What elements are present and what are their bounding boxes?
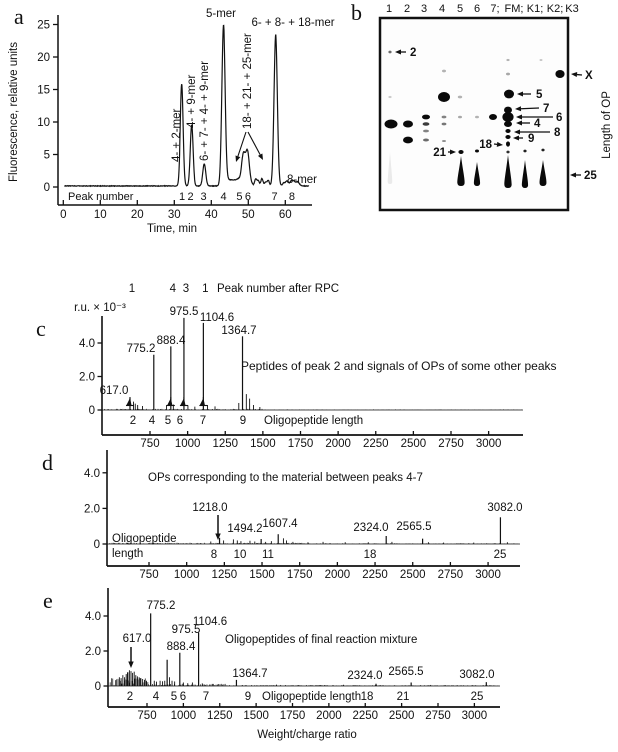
- c-peak-label: 1364.7: [221, 325, 256, 337]
- d-peak-label: 1494.2: [227, 523, 262, 535]
- c-marker-head: [200, 398, 205, 405]
- a-peak-number: 7: [272, 191, 278, 203]
- b-lane-label: FM;: [505, 3, 524, 15]
- a-peak-annotation: 4- + 2-mer: [171, 108, 183, 162]
- b-spot-label: 7: [543, 103, 549, 115]
- e-peak-label: 888.4: [167, 641, 196, 653]
- b-gel-spot: [423, 130, 429, 133]
- c-peak-label: 617.0: [100, 385, 129, 397]
- a-y-tick-label: 0: [44, 182, 50, 194]
- a-y-tick-label: 20: [37, 52, 50, 64]
- c-y-tick-label: 0: [89, 405, 95, 417]
- panel-a: [8, 4, 335, 235]
- b-gel-spot: [505, 135, 510, 139]
- panel-c-letter: c: [36, 316, 46, 341]
- panel-d-canvas: [84, 450, 523, 581]
- d-y-tick-label: 4.0: [84, 468, 100, 480]
- a-y-tick-label: 15: [37, 85, 50, 97]
- e-oligopeptide-length: 5: [171, 691, 177, 703]
- b-gel-spot: [489, 114, 497, 120]
- b-gel-spot: [555, 70, 564, 78]
- b-spot-label: 21: [433, 147, 446, 159]
- b-spot-label: 6: [556, 112, 562, 124]
- c-rpc-peak-number: 3: [183, 283, 189, 295]
- b-gel-spot: [422, 115, 430, 120]
- panel-b: [351, 0, 613, 210]
- c-x-tick-label: 1500: [250, 438, 276, 450]
- e-peak-label: 3082.0: [459, 669, 494, 681]
- e-x-tick-label: 2250: [352, 710, 378, 722]
- b-lane-label: K1;: [527, 3, 544, 15]
- c-y-tick-label: 4.0: [79, 338, 95, 350]
- d-x-tick-label: 1750: [287, 569, 313, 581]
- e-y-tick-label: 0: [95, 681, 101, 693]
- d-oligopeptide-length: 8: [211, 549, 217, 561]
- b-gel-spot: [388, 51, 391, 54]
- panel-a-x-axis-title: Time, min: [147, 223, 197, 235]
- panel-e-x-axis-title: Weight/charge ratio: [257, 729, 357, 741]
- panel-b-canvas: [380, 3, 597, 210]
- d-oligopeptide-length: 25: [494, 549, 507, 561]
- e-peak-label: 2324.0: [347, 670, 382, 682]
- d-x-tick-label: 750: [139, 569, 158, 581]
- b-gel-spot: [541, 149, 544, 152]
- d-oligopeptide-length: 18: [364, 549, 377, 561]
- panel-b-letter: b: [351, 0, 362, 25]
- b-gel-spot: [506, 59, 509, 61]
- a-peak-annotation: 18- + 21- + 25-mer: [242, 33, 254, 129]
- e-x-tick-label: 750: [137, 710, 156, 722]
- e-x-tick-label: 1250: [207, 710, 233, 722]
- c-rpc-peak-number: 1: [202, 283, 208, 295]
- e-oligopeptide-length: 2: [127, 691, 133, 703]
- c-x-tick-label: 2750: [438, 438, 464, 450]
- panel-c-header-caption: Peak number after RPC: [217, 283, 339, 295]
- panel-a-letter: a: [14, 4, 24, 29]
- e-peak-label: 1364.7: [232, 668, 267, 680]
- c-oligopeptide-length: 2: [130, 415, 136, 427]
- b-lane-label: 3: [421, 3, 427, 15]
- panel-a-canvas: [37, 8, 335, 221]
- e-peak-label: 617.0: [123, 633, 152, 645]
- e-peak-label: 775.2: [147, 600, 176, 612]
- c-x-tick-label: 2000: [325, 438, 351, 450]
- b-spot-label: 18: [479, 139, 492, 151]
- a-peak-number: 3: [200, 191, 206, 203]
- panel-e-note: Oligopeptides of final reaction mixture: [225, 634, 417, 646]
- c-x-tick-label: 2500: [401, 438, 427, 450]
- b-gel-spot: [504, 121, 512, 127]
- b-spot-arrow-head: [571, 72, 577, 77]
- a-y-tick-label: 5: [44, 150, 50, 162]
- a-y-tick-label: 25: [37, 20, 50, 32]
- d-y-tick-label: 0: [94, 539, 100, 551]
- e-oligopeptide-length: 9: [245, 691, 251, 703]
- a-x-tick-label: 30: [168, 209, 181, 221]
- d-peak-label: 3082.0: [487, 502, 522, 514]
- b-spot-label: X: [585, 70, 593, 82]
- panel-d-note: OPs corresponding to the material between peaks 4-7: [148, 472, 423, 484]
- d-x-tick-label: 2500: [400, 569, 426, 581]
- b-gel-spot: [506, 141, 510, 146]
- b-lane-label: K2;: [547, 3, 564, 15]
- c-rpc-peak-number: 1: [129, 283, 135, 295]
- c-rpc-peak-number: 4: [170, 283, 177, 295]
- panel-c-note: Peptides of peak 2 and signals of OPs of some other peaks: [241, 359, 557, 373]
- panel-e: [43, 588, 500, 741]
- d-x-tick-label: 2750: [438, 569, 464, 581]
- e-oligopeptide-length: 6: [180, 691, 186, 703]
- b-gel-spot: [442, 140, 446, 142]
- d-x-tick-label: 2250: [362, 569, 388, 581]
- b-spot-arrow-shaft: [521, 108, 539, 109]
- e-x-tick-label: 3000: [462, 710, 488, 722]
- d-x-tick-label: 1000: [174, 569, 200, 581]
- d-peak-label: 2324.0: [353, 522, 388, 534]
- a-annotation-arrow-head: [236, 156, 241, 162]
- panel-e-length-caption: Oligopeptide length: [262, 691, 361, 703]
- b-gel-spot: [388, 96, 391, 98]
- b-gel-spot: [506, 151, 509, 154]
- d-peak-label: 2565.5: [396, 521, 431, 533]
- e-oligopeptide-length: 21: [397, 691, 410, 703]
- c-oligopeptide-length: 5: [165, 415, 171, 427]
- c-peak-label: 1104.6: [200, 312, 234, 324]
- e-peak-arrow-head: [128, 662, 133, 669]
- a-peak-number: 2: [188, 191, 194, 203]
- panel-e-letter: e: [43, 588, 53, 613]
- c-marker-head: [126, 398, 131, 405]
- b-lane-label: 2: [404, 3, 410, 15]
- e-oligopeptide-length: 18: [361, 691, 374, 703]
- b-lane-label: K3: [565, 3, 578, 15]
- a-peak-number: 5: [236, 191, 242, 203]
- b-gel-spot: [403, 137, 413, 144]
- c-y-tick-label: 2.0: [79, 372, 95, 384]
- a-annotation-arrow-shaft: [248, 132, 260, 155]
- c-x-tick-label: 1250: [212, 438, 238, 450]
- e-x-tick-label: 2000: [316, 710, 342, 722]
- c-marker-head: [167, 398, 172, 405]
- b-gel-spot: [438, 92, 450, 102]
- a-x-tick-label: 10: [94, 209, 107, 221]
- panel-b-side-label: Length of OP: [601, 91, 613, 159]
- a-peak-number: 1: [179, 191, 185, 203]
- b-gel-spot: [475, 116, 479, 119]
- d-y-tick-label: 2.0: [84, 503, 100, 515]
- c-x-tick-label: 1750: [288, 438, 314, 450]
- a-x-tick-label: 50: [242, 209, 255, 221]
- panel-c-y-unit-label: r.u. × 10⁻³: [74, 302, 126, 314]
- a-peak-annotation: 6- + 7- + 4- + 9-mer: [199, 61, 211, 161]
- b-gel-spot: [504, 90, 514, 99]
- d-x-tick-label: 1250: [212, 569, 238, 581]
- a-x-tick-label: 60: [279, 209, 292, 221]
- b-spot-label: 4: [534, 118, 541, 130]
- c-oligopeptide-length: 6: [177, 415, 183, 427]
- panel-d-length-label-line2: length: [112, 548, 143, 560]
- e-peak-label: 1104.6: [193, 616, 227, 628]
- b-gel-spot: [423, 139, 429, 142]
- d-peak-label: 1607.4: [262, 518, 298, 530]
- panel-c-length-caption: Oligopeptide length: [264, 415, 363, 427]
- b-spot-label: 8: [554, 127, 561, 139]
- b-gel-spot: [403, 121, 413, 128]
- e-x-tick-label: 2500: [389, 710, 415, 722]
- b-lane-label: 7;: [490, 3, 499, 15]
- c-x-tick-label: 3000: [476, 438, 502, 450]
- d-oligopeptide-length: 10: [234, 549, 247, 561]
- a-x-tick-label: 20: [131, 209, 144, 221]
- e-peak-label: 2565.5: [388, 666, 423, 678]
- d-x-tick-label: 1500: [249, 569, 275, 581]
- e-oligopeptide-length: 7: [203, 691, 209, 703]
- b-gel-spot: [442, 123, 447, 126]
- a-peak-number: 4: [220, 191, 226, 203]
- panel-a-peak-number-label: Peak number: [68, 191, 134, 203]
- e-peak-label: 975.5: [172, 624, 201, 636]
- b-gel-spot: [442, 116, 447, 119]
- d-peak-label: 1218.0: [192, 502, 227, 514]
- b-lane-label: 5: [457, 3, 463, 15]
- e-y-tick-label: 4.0: [85, 611, 101, 623]
- b-gel-spot: [523, 150, 526, 153]
- e-x-tick-label: 1500: [243, 710, 269, 722]
- b-gel-spot: [385, 120, 398, 129]
- c-oligopeptide-length: 9: [240, 415, 246, 427]
- e-x-tick-label: 2750: [425, 710, 451, 722]
- e-oligopeptide-length: 25: [471, 691, 484, 703]
- b-gel-spot: [506, 73, 510, 76]
- c-oligopeptide-length: 7: [200, 415, 206, 427]
- c-oligopeptide-length: 4: [149, 415, 156, 427]
- a-y-tick-label: 10: [37, 117, 50, 129]
- b-gel-spot: [458, 96, 462, 99]
- a-peak-annotation: 4- + 9-mer: [186, 74, 198, 128]
- c-peak-label: 775.2: [127, 343, 156, 355]
- a-peak-number: 8: [289, 191, 295, 203]
- e-y-tick-label: 2.0: [85, 646, 101, 658]
- b-gel-spot: [458, 150, 463, 154]
- e-oligopeptide-length: 4: [153, 691, 160, 703]
- b-gel-spot: [458, 116, 462, 119]
- panel-d: [42, 450, 523, 581]
- b-spot-arrow-head: [570, 172, 576, 177]
- b-lane-label: 1: [386, 3, 392, 15]
- c-x-tick-label: 750: [140, 438, 159, 450]
- c-peak-label: 975.5: [170, 306, 199, 318]
- panel-d-letter: d: [42, 450, 53, 475]
- b-spot-label: 5: [536, 89, 543, 101]
- a-peak-annotation: 8-mer: [287, 174, 317, 186]
- c-x-tick-label: 1000: [175, 438, 201, 450]
- a-x-tick-label: 40: [205, 209, 218, 221]
- a-peak-number: 6: [245, 191, 251, 203]
- panel-c: [36, 283, 557, 450]
- d-oligopeptide-length: 11: [262, 549, 274, 561]
- a-peak-annotation: 5-mer: [206, 8, 236, 20]
- b-gel-spot: [540, 59, 543, 61]
- d-x-tick-label: 3000: [475, 569, 501, 581]
- b-spot-label: 9: [528, 133, 534, 145]
- panel-a-y-axis-title: Fluorescence, relative units: [8, 42, 20, 182]
- a-peak-annotation: 6- + 8- + 18-mer: [251, 17, 334, 29]
- e-x-tick-label: 1000: [171, 710, 197, 722]
- b-spot-label: 2: [410, 47, 416, 59]
- d-x-tick-label: 2000: [325, 569, 351, 581]
- a-x-tick-label: 0: [60, 209, 66, 221]
- c-x-tick-label: 2250: [363, 438, 389, 450]
- b-spot-label: 25: [584, 170, 597, 182]
- b-gel-spot: [502, 112, 513, 122]
- c-peak-label: 888.4: [157, 335, 186, 347]
- panel-d-length-label-line1: Oligopeptide: [112, 533, 177, 545]
- b-gel-spot: [423, 122, 430, 126]
- e-x-tick-label: 1750: [280, 710, 306, 722]
- b-lane-label: 6: [474, 3, 480, 15]
- b-gel-spot: [442, 70, 446, 73]
- b-lane-label: 4: [439, 3, 445, 15]
- c-marker-head: [180, 398, 185, 405]
- b-gel-spot: [505, 129, 510, 133]
